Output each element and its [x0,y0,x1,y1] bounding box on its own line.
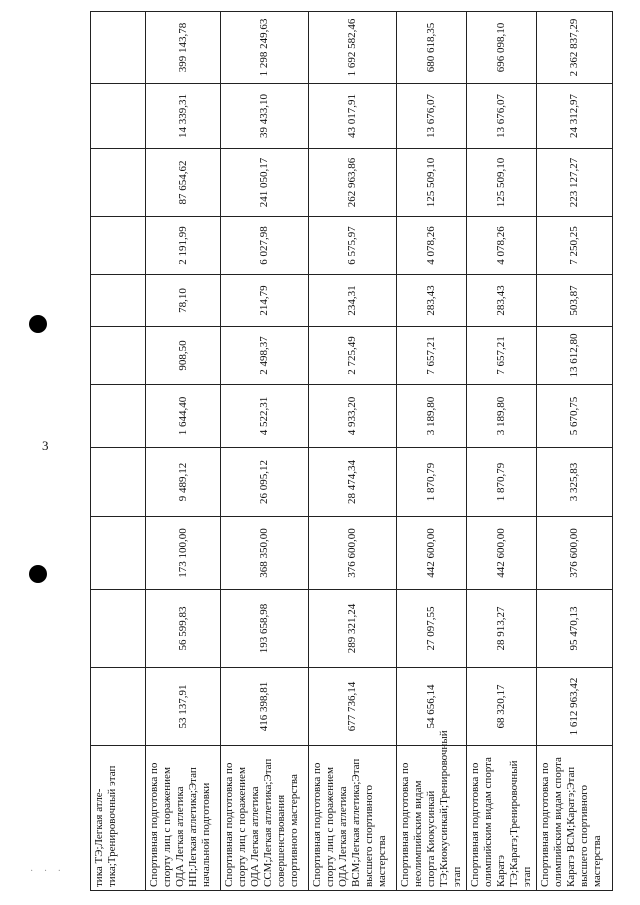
value-cell: 3 189,80 [397,385,467,448]
table-row-continued [91,12,146,891]
table-row [221,12,309,891]
value-cell: 696 098,10 [467,12,537,84]
value-cell: 283,43 [467,275,537,327]
value-cell: 262 963,86 [309,149,397,217]
value-cell: 54 656,14 [397,668,467,746]
page-number: 3 [42,438,49,453]
value-cell: 26 095,12 [221,448,309,517]
table-row [146,12,221,891]
value-cell: 173 100,00 [146,517,221,590]
value-cell: 376 600,00 [537,517,613,590]
rotated-table [90,12,603,891]
value-cell: 7 657,21 [397,327,467,385]
punch-hole-top [29,315,47,333]
value-cell: 13 676,07 [397,84,467,149]
value-cell: 241 050,17 [221,149,309,217]
value-cell: 442 600,00 [397,517,467,590]
value-cell: 223 127,27 [537,149,613,217]
value-cell: 234,31 [309,275,397,327]
row-description: Спортивная подготовка по спорту лиц с поражением ОДА Легкая атлетика ССМ;Легкая атлетика;Этап совершенствования спортивного мастерства [221,746,309,891]
value-cell: 503,87 [537,275,613,327]
value-cell: 6 575,97 [309,217,397,275]
row-description: Спортивная подготовка по олимпийским видам спорта Каратэ ТЭ;Каратэ;Тренировочный этап [467,746,537,891]
value-cell: 28 474,34 [309,448,397,517]
value-cell: 2 725,49 [309,327,397,385]
value-cell: 4 522,31 [221,385,309,448]
table-row [537,12,613,891]
row-description: тика ТЭ;Легкая атле-тика;Тренировочный этап [91,746,146,891]
value-cell: 68 320,17 [467,668,537,746]
table-row [467,12,537,891]
row-description: Спортивная подготовка по неолимпийским видам спорта Киокусинкай ТЭ;Киокусинкай;Тренировочный этап [397,746,467,891]
value-cell: 4 078,26 [467,217,537,275]
value-cell: 368 350,00 [221,517,309,590]
value-cell: 3 189,80 [467,385,537,448]
value-cell: 677 736,14 [309,668,397,746]
row-description: Спортивная подготовка по спорту лиц с поражением ОДА Легкая атлетика НП;Легкая атлетика;Этап начальной подготовки [146,746,221,891]
value-cell: 3 325,83 [537,448,613,517]
value-cell: 1 870,79 [467,448,537,517]
value-cell: 442 600,00 [467,517,537,590]
punch-hole-bottom [29,565,47,583]
value-cell: 376 600,00 [309,517,397,590]
value-cell: 283,43 [397,275,467,327]
scan-specks: · · · [30,866,65,877]
value-cell: 125 509,10 [397,149,467,217]
value-cell: 24 312,97 [537,84,613,149]
value-cell: 908,50 [146,327,221,385]
row-description: Спортивная подготовка по олимпийским видам спорта Каратэ ВСМ;Каратэ;Этап высшего спортивного мастерства [537,746,613,891]
value-cell: 39 433,10 [221,84,309,149]
value-cell: 53 137,91 [146,668,221,746]
value-cell: 1 644,40 [146,385,221,448]
value-cell: 680 618,35 [397,12,467,84]
value-cell: 78,10 [146,275,221,327]
value-cell: 399 143,78 [146,12,221,84]
value-cell: 1 870,79 [397,448,467,517]
value-cell: 2 191,99 [146,217,221,275]
value-cell: 1 298 249,63 [221,12,309,84]
value-cell: 13 676,07 [467,84,537,149]
value-cell: 1 612 963,42 [537,668,613,746]
value-cell: 2 498,37 [221,327,309,385]
table-row [397,12,467,891]
value-cell: 7 657,21 [467,327,537,385]
value-cell: 416 398,81 [221,668,309,746]
value-cell: 5 670,75 [537,385,613,448]
table-row [309,12,397,891]
value-cell: 28 913,27 [467,590,537,668]
value-cell: 27 097,55 [397,590,467,668]
value-cell: 56 599,83 [146,590,221,668]
value-cell: 13 612,80 [537,327,613,385]
value-cell: 214,79 [221,275,309,327]
value-cell: 7 250,25 [537,217,613,275]
value-cell: 95 470,13 [537,590,613,668]
value-cell: 4 078,26 [397,217,467,275]
value-cell: 1 692 582,46 [309,12,397,84]
value-cell: 43 017,91 [309,84,397,149]
value-cell: 6 027,98 [221,217,309,275]
value-cell: 125 509,10 [467,149,537,217]
value-cell: 4 933,20 [309,385,397,448]
cost-table [90,11,613,891]
value-cell: 193 658,98 [221,590,309,668]
row-description: Спортивная подготовка по спорту лиц с поражением ОДА Легкая атлетика ВСМ;Легкая атлетика;Этап высшего спортивного мастерства [309,746,397,891]
value-cell: 9 489,12 [146,448,221,517]
value-cell: 2 362 837,29 [537,12,613,84]
value-cell: 87 654,62 [146,149,221,217]
value-cell: 289 321,24 [309,590,397,668]
value-cell: 14 339,31 [146,84,221,149]
rotated-table-wrapper [90,12,603,891]
